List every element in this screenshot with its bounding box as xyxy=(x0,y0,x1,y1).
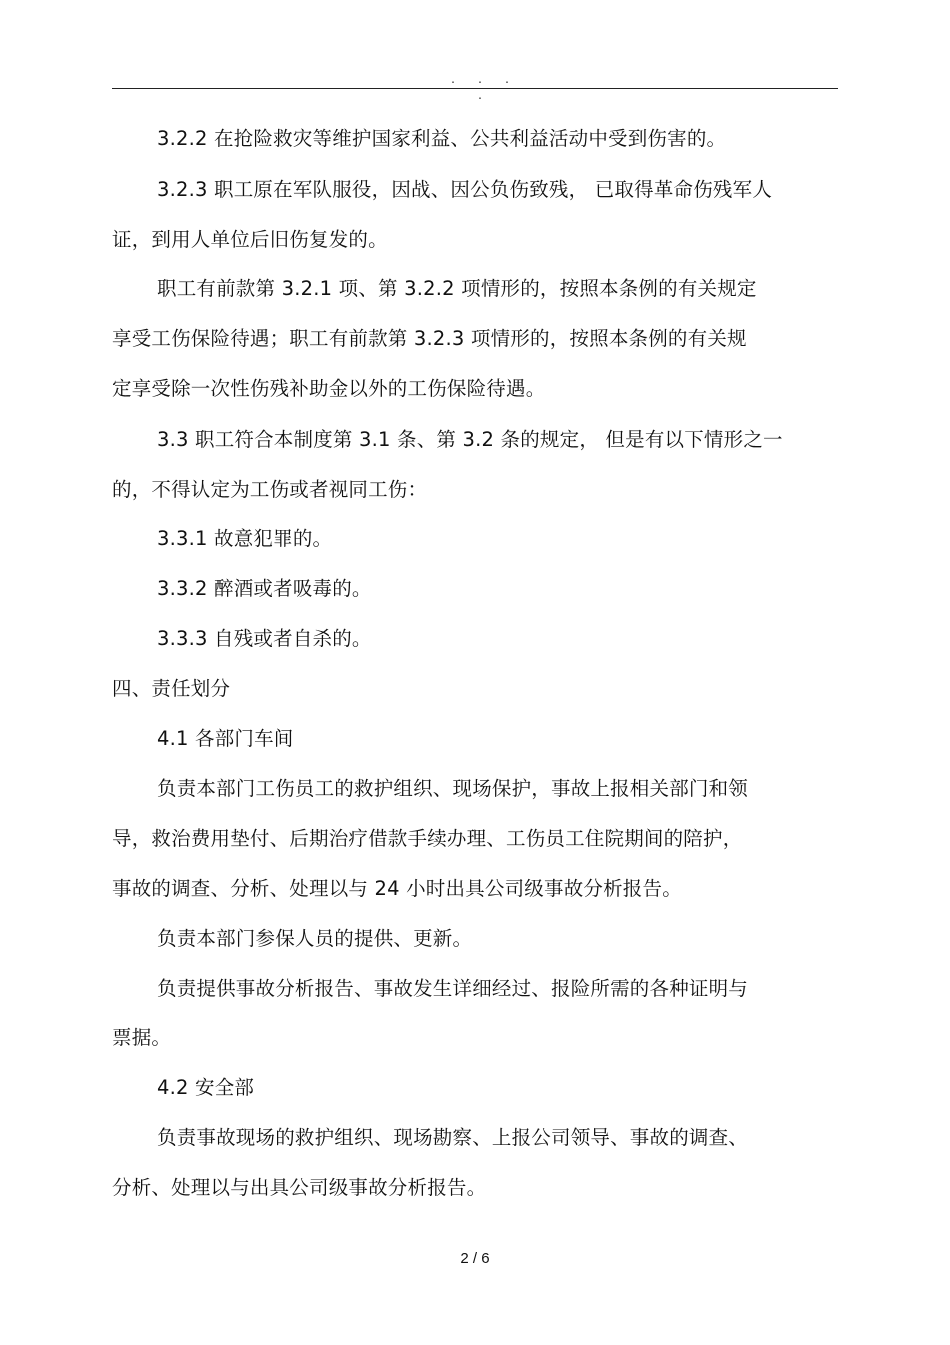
paragraph-line: 职工有前款第 3.2.1 项、第 3.2.2 项情形的，按照本条例的有关规定 xyxy=(157,277,757,300)
paragraph-line: 负责本部门参保人员的提供、更新。 xyxy=(157,927,473,950)
list-item: 3.3.3 自残或者自杀的。 xyxy=(157,627,372,650)
subsection-heading: 4.1 各部门车间 xyxy=(157,727,294,750)
subsection-heading: 4.2 安全部 xyxy=(157,1076,255,1099)
header-dots: . . . . xyxy=(451,72,519,103)
paragraph-line: 的，不得认定为工伤或者视同工伤： xyxy=(112,478,428,501)
paragraph-line: 负责提供事故分析报告、事故发生详细经过、报险所需的各种证明与 xyxy=(157,977,749,1000)
paragraph-line: 3.2.3 职工原在军队服役，因战、因公负伤致残， 已取得革命伤残军人 xyxy=(157,178,773,201)
section-heading: 四、责任划分 xyxy=(112,677,231,700)
paragraph-line: 3.3 职工符合本制度第 3.1 条、第 3.2 条的规定， 但是有以下情形之一 xyxy=(157,428,783,451)
paragraph-line: 证，到用人单位后旧伤复发的。 xyxy=(112,228,388,251)
page-number: 2 / 6 xyxy=(460,1250,490,1267)
paragraph-line: 享受工伤保险待遇；职工有前款第 3.2.3 项情形的，按照本条例的有关规 xyxy=(112,327,747,350)
paragraph-line: 事故的调查、分析、处理以与 24 小时出具公司级事故分析报告。 xyxy=(112,877,682,900)
list-item: 3.3.2 醉酒或者吸毒的。 xyxy=(157,577,372,600)
paragraph-line: 负责本部门工伤员工的救护组织、现场保护，事故上报相关部门和领 xyxy=(157,777,749,800)
paragraph-line: 定享受除一次性伤残补助金以外的工伤保险待遇。 xyxy=(112,377,546,400)
paragraph-line: 分析、处理以与出具公司级事故分析报告。 xyxy=(112,1176,487,1199)
list-item: 3.3.1 故意犯罪的。 xyxy=(157,527,333,550)
paragraph-line: 3.2.2 在抢险救灾等维护国家利益、公共利益活动中受到伤害的。 xyxy=(157,127,727,150)
paragraph-line: 导，救治费用垫付、后期治疗借款手续办理、工伤员工住院期间的陪护， xyxy=(112,827,743,850)
header-rule xyxy=(112,88,838,89)
paragraph-line: 负责事故现场的救护组织、现场勘察、上报公司领导、事故的调查、 xyxy=(157,1126,749,1149)
paragraph-line: 票据。 xyxy=(112,1026,172,1049)
